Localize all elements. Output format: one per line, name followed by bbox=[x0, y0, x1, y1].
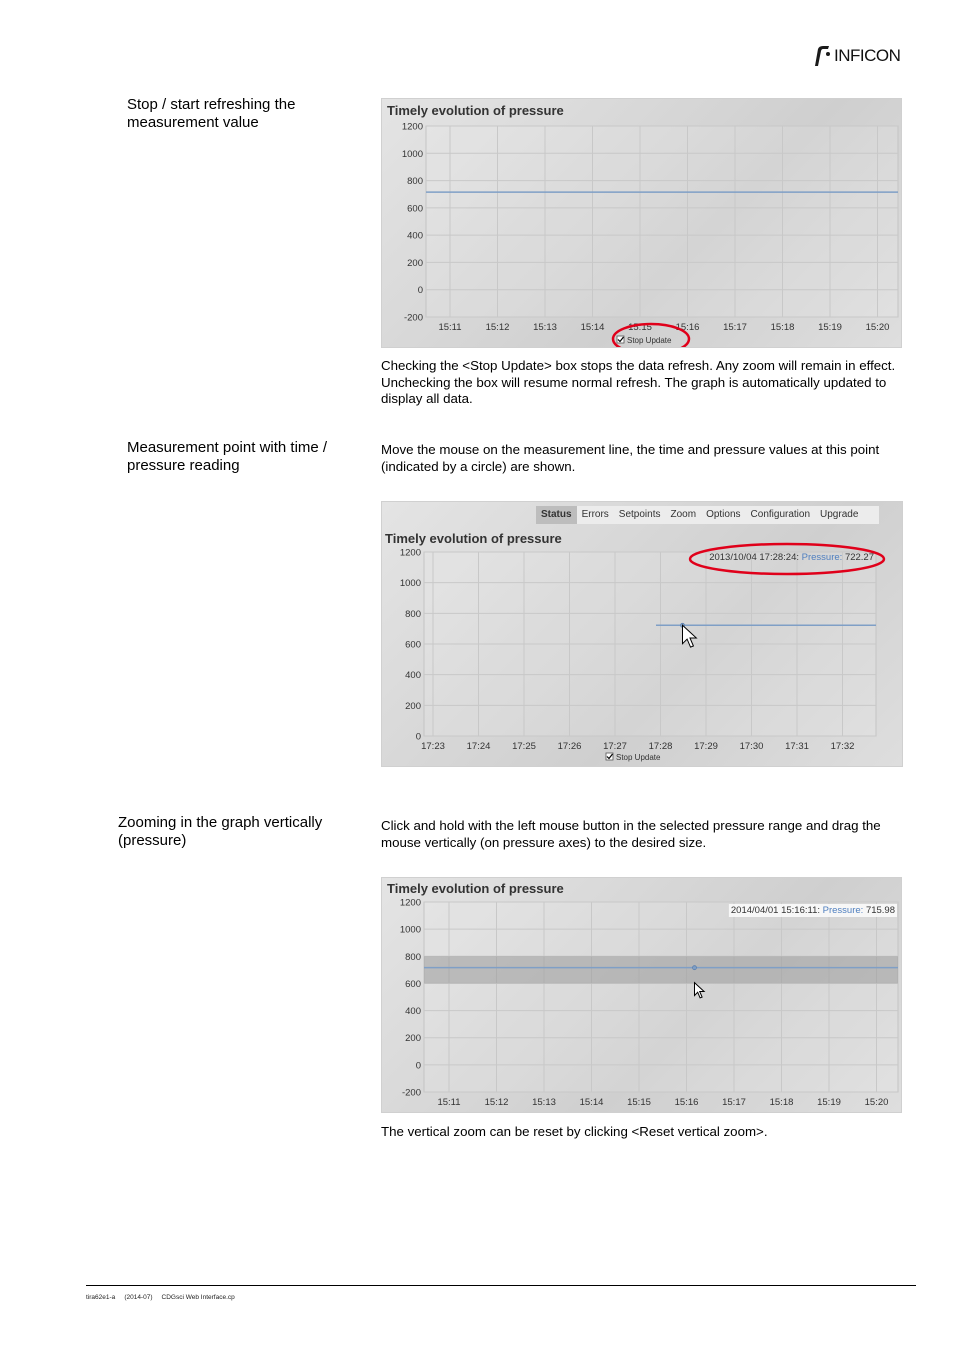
tab-options[interactable]: Options bbox=[706, 509, 741, 520]
logo-wordmark: INFICON bbox=[834, 46, 901, 65]
x-tick-label: 15:14 bbox=[579, 1097, 604, 1108]
y-tick-label: 1200 bbox=[399, 547, 421, 559]
tooltip-label: Pressure: bbox=[822, 905, 866, 916]
y-tick-label: 200 bbox=[405, 1033, 421, 1045]
x-tick-label: 15:20 bbox=[864, 1097, 889, 1108]
x-tick-label: 15:11 bbox=[438, 322, 462, 333]
tab-upgrade[interactable]: Upgrade bbox=[820, 509, 859, 520]
x-tick-label: 15:11 bbox=[437, 1097, 461, 1108]
x-tick-label: 17:23 bbox=[421, 741, 445, 752]
y-tick-label: -200 bbox=[403, 312, 423, 324]
tooltip-label: Pressure: bbox=[801, 552, 845, 563]
y-tick-label: 600 bbox=[405, 639, 421, 651]
intro-measurement-point: Move the mouse on the measurement line, the time and pressure values at this point (indicated by a circle) are shown. bbox=[381, 442, 880, 474]
x-tick-label: 15:12 bbox=[485, 322, 510, 333]
footer bbox=[86, 1294, 235, 1301]
y-tick-label: 800 bbox=[405, 951, 421, 963]
x-tick-label: 17:32 bbox=[830, 741, 855, 752]
section-label-vertical-zoom: Zooming in the graph vertically (pressure) bbox=[118, 814, 323, 849]
x-tick-label: 15:16 bbox=[674, 1097, 699, 1108]
y-tick-label: 1000 bbox=[399, 924, 421, 936]
x-tick-label: 15:16 bbox=[675, 322, 700, 333]
y-tick-label: 400 bbox=[405, 1006, 421, 1018]
pressure-chart-3 bbox=[382, 878, 901, 1112]
x-tick-label: 15:13 bbox=[533, 322, 557, 333]
y-tick-label: 0 bbox=[415, 731, 421, 743]
footer-rule bbox=[86, 1285, 916, 1286]
x-tick-label: 15:17 bbox=[723, 322, 747, 333]
intro-vertical-zoom: Click and hold with the left mouse button in the selected pressure range and drag the mouse vertically (on pressure axes) to the desired size. bbox=[381, 818, 881, 850]
tooltip-time: 2014/04/01 15:16:11: bbox=[730, 905, 823, 916]
x-tick-label: 15:18 bbox=[770, 322, 795, 333]
x-tick-label: 17:24 bbox=[466, 741, 491, 752]
pressure-chart-1 bbox=[382, 99, 901, 347]
zoom-selection-band bbox=[424, 956, 898, 983]
y-tick-label: 200 bbox=[405, 700, 421, 712]
x-tick-label: 15:14 bbox=[580, 322, 605, 333]
chart-title: Timely evolution of pressure bbox=[385, 531, 562, 546]
tooltip-value: 722.27 bbox=[844, 552, 874, 563]
caption-stop-update: Checking the <Stop Update> box stops the data refresh. Any zoom will remain in effect. Unchecking the box will resume normal refresh. The graph is automatically updated to display all data. bbox=[381, 358, 896, 406]
y-tick-label: 200 bbox=[407, 257, 423, 269]
y-tick-label: 600 bbox=[405, 978, 421, 990]
footer-file: CDGsci Web Interface.cp bbox=[161, 1294, 235, 1301]
chart-title: Timely evolution of pressure bbox=[387, 103, 564, 118]
x-tick-label: 15:15 bbox=[628, 322, 652, 333]
x-tick-label: 15:17 bbox=[722, 1097, 746, 1108]
chart-screenshot-stop-update bbox=[381, 98, 902, 348]
x-tick-label: 17:27 bbox=[603, 741, 627, 752]
section-label-measurement-point: Measurement point with time / pressure reading bbox=[127, 439, 328, 474]
x-tick-label: 17:28 bbox=[648, 741, 673, 752]
pressure-chart-2 bbox=[382, 502, 902, 766]
tab-zoom[interactable]: Zoom bbox=[670, 509, 697, 520]
hover-point bbox=[693, 966, 697, 970]
stop-update-label: Stop Update bbox=[616, 753, 661, 762]
tab-configuration[interactable]: Configuration bbox=[750, 509, 811, 520]
x-tick-label: 15:20 bbox=[865, 322, 890, 333]
stop-update-label: Stop Update bbox=[627, 336, 672, 345]
tooltip bbox=[709, 552, 874, 563]
y-tick-label: 1000 bbox=[401, 148, 423, 160]
x-tick-label: 15:15 bbox=[627, 1097, 651, 1108]
y-tick-label: 1200 bbox=[399, 897, 421, 909]
x-tick-label: 17:25 bbox=[512, 741, 536, 752]
chart-screenshot-vertical-zoom bbox=[381, 877, 902, 1113]
plot-area bbox=[426, 126, 898, 317]
x-tick-label: 15:13 bbox=[532, 1097, 556, 1108]
x-tick-label: 17:26 bbox=[557, 741, 582, 752]
y-tick-label: 1000 bbox=[399, 578, 421, 590]
tooltip-time: 2013/10/04 17:28:24: bbox=[709, 552, 802, 563]
y-tick-label: -200 bbox=[401, 1087, 421, 1099]
x-tick-label: 17:29 bbox=[694, 741, 718, 752]
x-tick-label: 15:18 bbox=[769, 1097, 794, 1108]
x-tick-label: 15:19 bbox=[817, 1097, 841, 1108]
inficon-logo bbox=[812, 44, 916, 68]
plot-area bbox=[424, 902, 898, 1092]
x-tick-label: 17:30 bbox=[739, 741, 764, 752]
section-label-stop-update: Stop / start refreshing the measurement value bbox=[127, 96, 296, 131]
tab-errors[interactable]: Errors bbox=[581, 509, 609, 520]
tooltip-value: 715.98 bbox=[865, 905, 895, 916]
x-tick-label: 17:31 bbox=[785, 741, 809, 752]
y-tick-label: 400 bbox=[405, 670, 421, 682]
y-tick-label: 800 bbox=[405, 608, 421, 620]
y-tick-label: 800 bbox=[407, 176, 423, 188]
chart-title: Timely evolution of pressure bbox=[387, 881, 564, 896]
y-tick-label: 0 bbox=[415, 1060, 421, 1072]
tab-setpoints[interactable]: Setpoints bbox=[618, 509, 661, 520]
y-tick-label: 400 bbox=[407, 230, 423, 242]
y-tick-label: 600 bbox=[407, 203, 423, 215]
chart-screenshot-measurement-point bbox=[381, 501, 903, 767]
caption-vertical-zoom: The vertical zoom can be reset by clicking <Reset vertical zoom>. bbox=[381, 1124, 768, 1139]
x-tick-label: 15:19 bbox=[818, 322, 842, 333]
tab-status[interactable]: Status bbox=[536, 506, 577, 524]
y-tick-label: 1200 bbox=[401, 121, 423, 133]
y-tick-label: 0 bbox=[417, 285, 423, 297]
inficon-logo-icon bbox=[812, 45, 832, 67]
x-tick-label: 15:12 bbox=[484, 1097, 509, 1108]
footer-date: (2014-07) bbox=[124, 1294, 153, 1301]
footer-doc-id: tira62e1-a bbox=[86, 1294, 116, 1301]
tooltip bbox=[731, 905, 895, 916]
